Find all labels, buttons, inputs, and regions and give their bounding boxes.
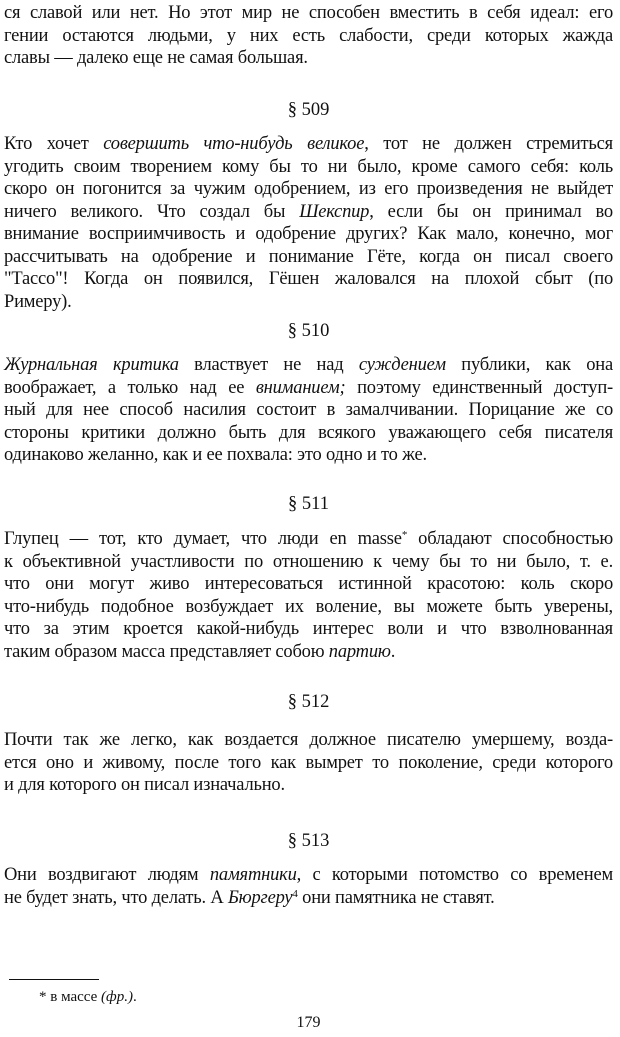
- endnote-marker: 4: [292, 887, 298, 900]
- text-line: воображает, а только над ее вниманием; поэтому единственный доступ-: [4, 377, 613, 398]
- text-line: "Тассо"! Когда он появился, Гёшен жаловался на плохой сбыт (по: [4, 269, 613, 289]
- footnote-marker: *: [39, 989, 47, 1005]
- text-line: что они могут живо интересоваться истинной красотою: коль скоро: [4, 574, 613, 594]
- page-number: 179: [296, 1014, 321, 1031]
- text-line: ничего великого. Что создал бы Шекспир, если бы он принимал во: [4, 201, 613, 222]
- paragraph-513: [4, 864, 613, 909]
- text-line: не будет знать, что делать. А Бюргеру$^4$ они памятника не ставят.: [4, 887, 495, 908]
- text-line: внимание восприимчивость и одобрение других? Как мало, конечно, мог: [4, 224, 613, 244]
- section-heading-511: § 511: [288, 494, 329, 514]
- footnote: * в массе (фр.).: [39, 989, 137, 1005]
- section-heading-509: § 509: [287, 100, 330, 120]
- paragraph-512: [4, 729, 613, 797]
- text-line: одинаково желанно, как и ее похвала: это одно и то же.: [4, 445, 427, 465]
- paragraph-510: [4, 354, 613, 467]
- text-line: что-нибудь подобное возбуждает их воление, вы можете быть уверены,: [4, 596, 613, 617]
- section-heading-512: § 512: [287, 692, 330, 712]
- section-heading-513: § 513: [287, 831, 330, 851]
- text-line: ся славой или нет. Но этот мир не способен вместить в себя идеал: его: [4, 3, 613, 23]
- text-line: Они воздвигают людям памятники, с которыми потомство со временем: [4, 865, 614, 885]
- footnote-divider: [9, 979, 99, 980]
- text-line: угодить своим творением кому бы то ни было, кроме самого себя: коль: [4, 156, 613, 177]
- text-line: и для которого он писал изначально.: [4, 775, 285, 795]
- book-page: [4, 0, 613, 1037]
- text-line: Журнальная критика властвует не над суждением публики, как она: [4, 355, 613, 375]
- paragraph-continuation: [4, 2, 613, 70]
- text-line: что за этим кроется какой-нибудь интерес воли и что взволнованная: [4, 619, 613, 639]
- text-line: гении остаются людьми, у них есть слабости, среди которых жажда: [4, 25, 613, 46]
- text-line: ется оно и живому, после того как вымрет то поколение, среди которого: [4, 752, 613, 773]
- section-heading-510: § 510: [287, 321, 330, 341]
- paragraph-511: [4, 528, 613, 663]
- text-line: скоро он погонится за чужим одобрением, из его произведения не выйдет: [4, 179, 613, 199]
- text-line: Почти так же легко, как воздается должное писателю умершему, возда-: [4, 730, 613, 750]
- text-line: ный для нее способ насилия состоит в замалчивании. Порицание же со: [4, 400, 613, 420]
- text-line: рассчитывать на одобрение и понимание Гёте, когда он писал своего: [4, 246, 613, 267]
- text-line: Римеру).: [4, 291, 72, 312]
- paragraph-509: [4, 133, 613, 313]
- text-line: славы — далеко еще не самая большая.: [4, 48, 308, 68]
- text-line: Кто хочет совершить что-нибудь великое, тот не должен стремиться: [4, 134, 613, 154]
- text-line: Глупец — тот, кто думает, что люди en masse* обладают способностью: [4, 529, 613, 549]
- footnote-marker: *: [401, 529, 408, 541]
- text-line: к объективной участливости по отношению к чему бы то ни было, т. е.: [4, 551, 613, 572]
- text-line: стороны критики должно быть для всякого уважающего себя писателя: [4, 422, 613, 443]
- text-line: таким образом масса представляет собою партию.: [4, 641, 396, 662]
